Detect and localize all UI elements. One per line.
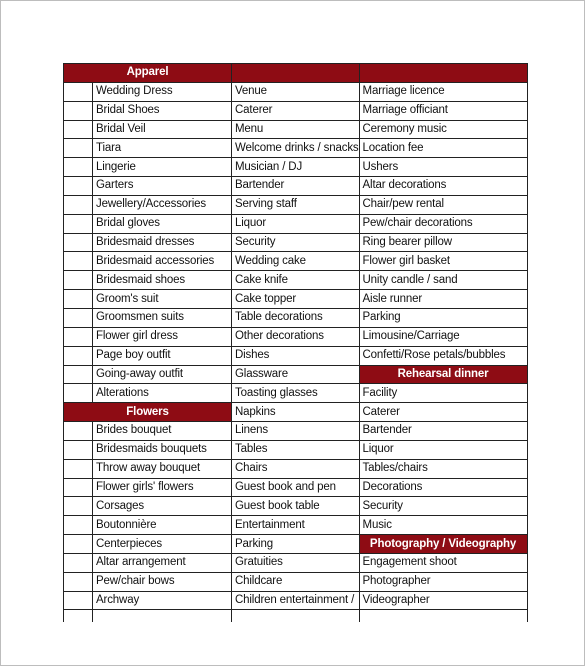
- checklist-item: Ring bearer pillow: [359, 233, 527, 252]
- table-row: [64, 271, 528, 290]
- checklist-item: Gratuities: [232, 553, 360, 572]
- checklist-item: Aisle runner: [359, 290, 527, 309]
- checklist-item: Venue: [232, 82, 360, 101]
- table-row: [64, 440, 528, 459]
- checklist-item: Groomsmen suits: [93, 308, 232, 327]
- checkbox-cell[interactable]: [64, 553, 93, 572]
- checklist-item: Corsages: [93, 497, 232, 516]
- checklist-item: Bridal gloves: [93, 214, 232, 233]
- checklist-item: Musician / DJ: [232, 158, 360, 177]
- section-header: Photography / Videography: [359, 535, 527, 554]
- checklist-item: Serving staff: [232, 195, 360, 214]
- checklist-item: Videographer: [359, 591, 527, 610]
- table-row: [64, 139, 528, 158]
- checklist-item: Confetti/Rose petals/bubbles: [359, 346, 527, 365]
- checklist-item: Children entertainment /: [232, 591, 360, 610]
- checklist-item: Napkins: [232, 403, 360, 422]
- checklist-item: Liquor: [232, 214, 360, 233]
- checklist-item: Parking: [232, 535, 360, 554]
- checkbox-cell[interactable]: [64, 478, 93, 497]
- checkbox-cell[interactable]: [64, 572, 93, 591]
- checklist-item: Cake knife: [232, 271, 360, 290]
- checklist-item: Archway: [93, 591, 232, 610]
- table-row: [64, 101, 528, 120]
- table-row: [64, 365, 528, 384]
- checklist-item: Table decorations: [232, 308, 360, 327]
- table-row: [64, 308, 528, 327]
- checklist-item: Toasting glasses: [232, 384, 360, 403]
- table-row: [64, 346, 528, 365]
- checkbox-cell[interactable]: [64, 82, 93, 101]
- checkbox-cell[interactable]: [64, 308, 93, 327]
- section-header: Rehearsal dinner: [359, 365, 527, 384]
- checklist-item: [93, 610, 232, 622]
- checklist-item: Going-away outfit: [93, 365, 232, 384]
- table-row: [64, 82, 528, 101]
- checklist-item: Linens: [232, 422, 360, 441]
- checkbox-cell[interactable]: [64, 422, 93, 441]
- checklist-item: Ceremony music: [359, 120, 527, 139]
- table-row: [64, 120, 528, 139]
- checklist-item: Bridal Shoes: [93, 101, 232, 120]
- checklist-item: Parking: [359, 308, 527, 327]
- table-row: [64, 177, 528, 196]
- section-header: [232, 64, 360, 83]
- checklist-item: Caterer: [232, 101, 360, 120]
- checklist-item: Entertainment: [232, 516, 360, 535]
- checkbox-cell[interactable]: [64, 120, 93, 139]
- section-header: [359, 64, 527, 83]
- table-row: [64, 553, 528, 572]
- table-row: [64, 422, 528, 441]
- checklist-item: Bridal Veil: [93, 120, 232, 139]
- wedding-checklist-table: [63, 63, 528, 622]
- table-row: [64, 497, 528, 516]
- checklist-item: Limousine/Carriage: [359, 327, 527, 346]
- checklist-item: Altar decorations: [359, 177, 527, 196]
- table-row: [64, 233, 528, 252]
- checkbox-cell[interactable]: [64, 346, 93, 365]
- checklist-item: Bridesmaid shoes: [93, 271, 232, 290]
- checklist-item: Bridesmaid accessories: [93, 252, 232, 271]
- checklist-item: Guest book and pen: [232, 478, 360, 497]
- checkbox-cell[interactable]: [64, 365, 93, 384]
- checklist-item: [359, 610, 527, 622]
- checklist-item: Boutonnière: [93, 516, 232, 535]
- checklist-item: Alterations: [93, 384, 232, 403]
- checklist-item: Flower girl dress: [93, 327, 232, 346]
- checklist-item: Bartender: [359, 422, 527, 441]
- checkbox-cell[interactable]: [64, 214, 93, 233]
- checklist-item: Menu: [232, 120, 360, 139]
- checklist-item: Tiara: [93, 139, 232, 158]
- checklist-item: Childcare: [232, 572, 360, 591]
- checklist-item: Page boy outfit: [93, 346, 232, 365]
- table-row: [64, 64, 528, 83]
- checklist-item: Guest book table: [232, 497, 360, 516]
- checkbox-cell[interactable]: [64, 327, 93, 346]
- checklist-item: Bridesmaids bouquets: [93, 440, 232, 459]
- checkbox-cell[interactable]: [64, 233, 93, 252]
- checkbox-cell[interactable]: [64, 384, 93, 403]
- checklist-item: Welcome drinks / snacks: [232, 139, 360, 158]
- checklist-item: Chair/pew rental: [359, 195, 527, 214]
- checkbox-cell[interactable]: [64, 158, 93, 177]
- checklist-item: Throw away bouquet: [93, 459, 232, 478]
- checklist-item: Liquor: [359, 440, 527, 459]
- checklist-item: Security: [232, 233, 360, 252]
- checklist-item: Flower girl basket: [359, 252, 527, 271]
- checkbox-cell[interactable]: [64, 459, 93, 478]
- checklist-item: Chairs: [232, 459, 360, 478]
- checkbox-cell[interactable]: [64, 535, 93, 554]
- checklist-item: Caterer: [359, 403, 527, 422]
- checklist-item: Lingerie: [93, 158, 232, 177]
- checkbox-cell[interactable]: [64, 271, 93, 290]
- checkbox-cell[interactable]: [64, 252, 93, 271]
- checkbox-cell[interactable]: [64, 440, 93, 459]
- table-row: [64, 610, 528, 622]
- checklist-item: Altar arrangement: [93, 553, 232, 572]
- checklist-item: Dishes: [232, 346, 360, 365]
- checklist-item: Ushers: [359, 158, 527, 177]
- checkbox-cell[interactable]: [64, 290, 93, 309]
- checklist-item: Jewellery/Accessories: [93, 195, 232, 214]
- table-row: [64, 252, 528, 271]
- checklist-item: Location fee: [359, 139, 527, 158]
- checklist-item: Cake topper: [232, 290, 360, 309]
- checklist-item: Glassware: [232, 365, 360, 384]
- checklist-item: Groom's suit: [93, 290, 232, 309]
- checklist-item: Tables: [232, 440, 360, 459]
- table-row: [64, 327, 528, 346]
- checkbox-cell[interactable]: [64, 610, 93, 622]
- checkbox-cell[interactable]: [64, 177, 93, 196]
- checklist-item: Wedding cake: [232, 252, 360, 271]
- checklist-item: Security: [359, 497, 527, 516]
- checklist-item: Bridesmaid dresses: [93, 233, 232, 252]
- checklist-item: Music: [359, 516, 527, 535]
- checklist-item: Marriage licence: [359, 82, 527, 101]
- table-row: [64, 195, 528, 214]
- checklist-item: Pew/chair decorations: [359, 214, 527, 233]
- checklist-item: Centerpieces: [93, 535, 232, 554]
- section-header: Flowers: [64, 403, 232, 422]
- checkbox-cell[interactable]: [64, 591, 93, 610]
- checklist-item: Flower girls' flowers: [93, 478, 232, 497]
- checkbox-cell[interactable]: [64, 497, 93, 516]
- checklist-item: Marriage officiant: [359, 101, 527, 120]
- table-row: [64, 403, 528, 422]
- table-row: [64, 290, 528, 309]
- checklist-item: Unity candle / sand: [359, 271, 527, 290]
- checklist-item: [232, 610, 360, 622]
- checkbox-cell[interactable]: [64, 101, 93, 120]
- table-row: [64, 459, 528, 478]
- table-row: [64, 478, 528, 497]
- checklist-item: Garters: [93, 177, 232, 196]
- checkbox-cell[interactable]: [64, 516, 93, 535]
- table-row: [64, 572, 528, 591]
- checklist-item: Other decorations: [232, 327, 360, 346]
- checklist-item: Decorations: [359, 478, 527, 497]
- table-row: [64, 384, 528, 403]
- table-row: [64, 516, 528, 535]
- checklist-item: Brides bouquet: [93, 422, 232, 441]
- checklist-item: Wedding Dress: [93, 82, 232, 101]
- checklist-item: Bartender: [232, 177, 360, 196]
- checklist-item: Facility: [359, 384, 527, 403]
- table-row: [64, 535, 528, 554]
- table-row: [64, 214, 528, 233]
- table-row: [64, 158, 528, 177]
- checklist-item: Pew/chair bows: [93, 572, 232, 591]
- checklist-item: Engagement shoot: [359, 553, 527, 572]
- table-row: [64, 591, 528, 610]
- checkbox-cell[interactable]: [64, 139, 93, 158]
- checklist-item: Tables/chairs: [359, 459, 527, 478]
- checkbox-cell[interactable]: [64, 195, 93, 214]
- section-header: Apparel: [64, 64, 232, 83]
- checklist-item: Photographer: [359, 572, 527, 591]
